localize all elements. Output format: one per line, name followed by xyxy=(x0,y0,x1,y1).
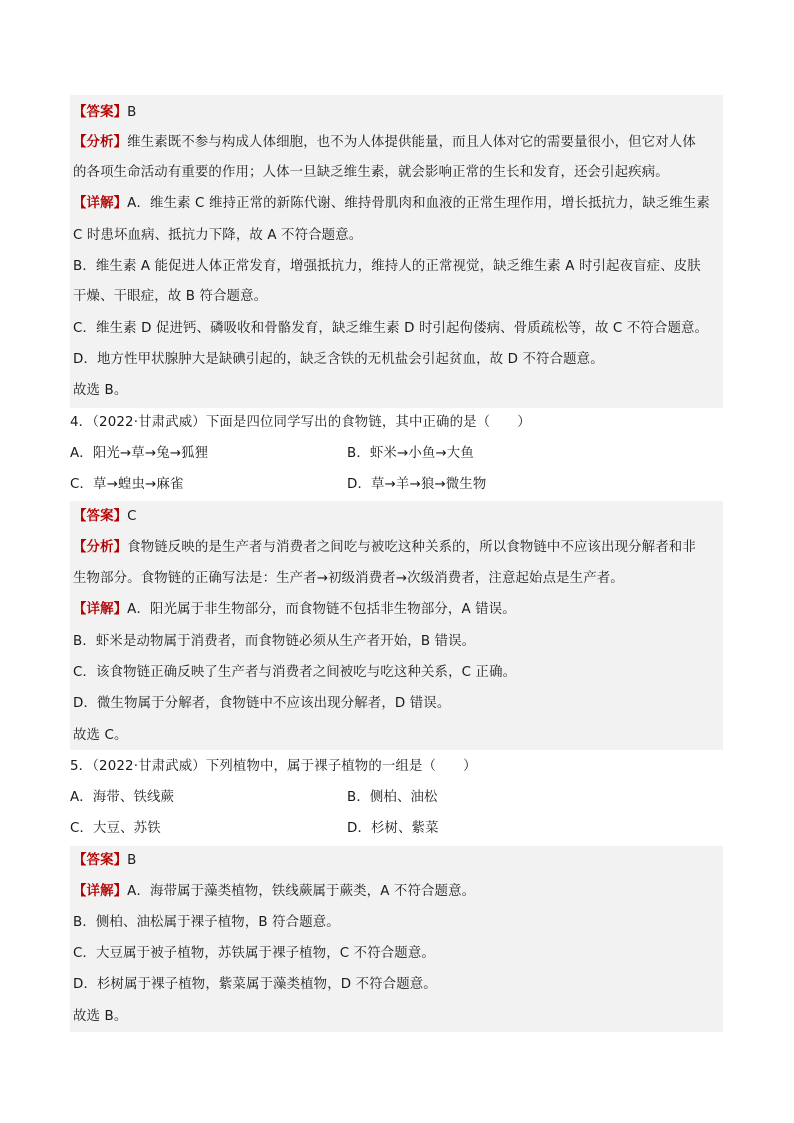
q3-detail-line-2: C 时患坏血病、抵抗力下降，故 A 不符合题意。 xyxy=(73,228,363,243)
q3-detail-line-5: C．维生素 D 促进钙、磷吸收和骨骼发育，缺乏维生素 D 时引起佝偻病、骨质疏松等，故 C 不符合题意。 xyxy=(73,321,709,336)
q3-detail-line-6: D．地方性甲状腺肿大是缺碘引起的，缺乏含铁的无机盐会引起贫血，故 D 不符合题意。 xyxy=(73,352,604,367)
detail-tag: 【详解】 xyxy=(73,884,128,899)
analysis-text: 维生素既不参与构成人体细胞，也不为人体提供能量，而且人体对它的需要量很小，但它对人体 xyxy=(127,135,696,150)
q3-detail-line-4: 干燥、干眼症，故 B 符合题意。 xyxy=(73,289,268,304)
detail-text: A．海带属于藻类植物，铁线蕨属于蕨类，A 不符合题意。 xyxy=(127,884,476,899)
answer-tag: 【答案】 xyxy=(73,105,128,120)
q4-detail-line-3: C．该食物链正确反映了生产者与消费者之间被吃与吃这种关系，C 正确。 xyxy=(73,665,517,680)
q5-solution-block xyxy=(70,846,723,1032)
q4-conclusion: 故选 C。 xyxy=(73,728,128,743)
q5-answer-line xyxy=(73,852,137,870)
answer-tag: 【答案】 xyxy=(73,853,128,868)
q5-detail-line-1 xyxy=(73,883,475,901)
q5-option-a: A．海带、铁线蕨 xyxy=(70,790,175,805)
answer-value: B xyxy=(127,105,137,120)
q4-option-b: B．虾米→小鱼→大鱼 xyxy=(347,446,474,461)
q5-option-b: B．侧柏、油松 xyxy=(347,790,438,805)
q3-detail-line-3: B．维生素 A 能促进人体正常发育，增强抵抗力，维持人的正常视觉，缺乏维生素 A 时引起夜盲症、皮肤 xyxy=(73,259,701,274)
q4-detail-line-1 xyxy=(73,601,516,619)
q5-option-c: C．大豆、苏铁 xyxy=(70,821,161,836)
detail-text: A．阳光属于非生物部分，而食物链不包括非生物部分，A 错误。 xyxy=(127,602,516,617)
q3-detail-line-1 xyxy=(73,195,710,213)
q4-detail-line-4: D．微生物属于分解者，食物链中不应该出现分解者，D 错误。 xyxy=(73,696,451,711)
q5-question: 5．（2022·甘肃武威）下列植物中，属于裸子植物的一组是（ ） xyxy=(70,759,477,774)
q5-detail-line-2: B．侧柏、油松属于裸子植物，B 符合题意。 xyxy=(73,915,340,930)
q4-option-c: C．草→蝗虫→麻雀 xyxy=(70,477,184,492)
analysis-tag: 【分析】 xyxy=(73,540,128,555)
q4-detail-line-2: B．虾米是动物属于消费者，而食物链必须从生产者开始，B 错误。 xyxy=(73,634,476,649)
q5-option-d: D．杉树、紫菜 xyxy=(347,821,439,836)
q4-analysis-line-1 xyxy=(73,539,696,557)
q4-option-d: D．草→羊→狼→微生物 xyxy=(347,477,487,492)
answer-value: B xyxy=(127,853,137,868)
q3-analysis-line-2: 的各项生命活动有重要的作用；人体一旦缺乏维生素，就会影响正常的生长和发育，还会引起疾病。 xyxy=(73,165,669,180)
q3-analysis-line-1 xyxy=(73,134,696,152)
q5-conclusion: 故选 B。 xyxy=(73,1009,128,1024)
q5-detail-line-3: C．大豆属于被子植物，苏铁属于裸子植物，C 不符合题意。 xyxy=(73,946,435,961)
analysis-tag: 【分析】 xyxy=(73,135,128,150)
answer-tag: 【答案】 xyxy=(73,509,128,524)
q5-detail-line-4: D．杉树属于裸子植物，紫菜属于藻类植物，D 不符合题意。 xyxy=(73,977,437,992)
q3-conclusion: 故选 B。 xyxy=(73,383,128,398)
q4-answer-line xyxy=(73,508,137,526)
q3-answer-line xyxy=(73,104,137,122)
q4-option-a: A．阳光→草→兔→狐狸 xyxy=(70,446,209,461)
q4-question: 4．（2022·甘肃武威）下面是四位同学写出的食物链，其中正确的是（ ） xyxy=(70,415,531,430)
detail-tag: 【详解】 xyxy=(73,602,128,617)
answer-value: C xyxy=(127,509,137,524)
analysis-text: 食物链反映的是生产者与消费者之间吃与被吃这种关系的，所以食物链中不应该出现分解者和非 xyxy=(127,540,696,555)
detail-text: A．维生素 C 维持正常的新陈代谢、维持骨肌肉和血液的正常生理作用，增长抵抗力，缺乏维生素 xyxy=(127,196,710,211)
detail-tag: 【详解】 xyxy=(73,196,128,211)
q4-analysis-line-2: 生物部分。食物链的正确写法是：生产者→初级消费者→次级消费者，注意起始点是生产者。 xyxy=(73,571,624,586)
